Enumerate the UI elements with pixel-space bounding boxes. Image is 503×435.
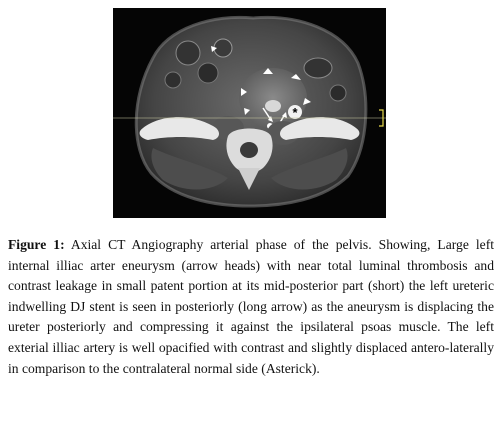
figure-caption-text: Axial CT Angiography arterial phase of the pelvis. Showing, Large left internal illiac arter eneurysm (arrow heads) with near total luminal thrombosis and contrast leakage in small patent portion at its mid-posterior part (short) the left ureteric indwelling DJ stent is seen in posteriorly (long arrow) as the aneurysm is displacing the ureter posteriorly and compressing it against the ipsilateral psoas muscle. The left exterial illiac artery is well opacified with contrast and slightly displaced antero-laterally in comparison to the contralateral normal side (Asterick). xyxy=(8,237,494,376)
asterisk-marker: * xyxy=(292,105,298,120)
bowel-loop xyxy=(176,41,200,65)
figure-caption xyxy=(8,235,494,379)
patent-lumen xyxy=(265,100,281,112)
ct-scan-image xyxy=(113,8,386,218)
figure-label: Figure 1: xyxy=(8,237,65,252)
